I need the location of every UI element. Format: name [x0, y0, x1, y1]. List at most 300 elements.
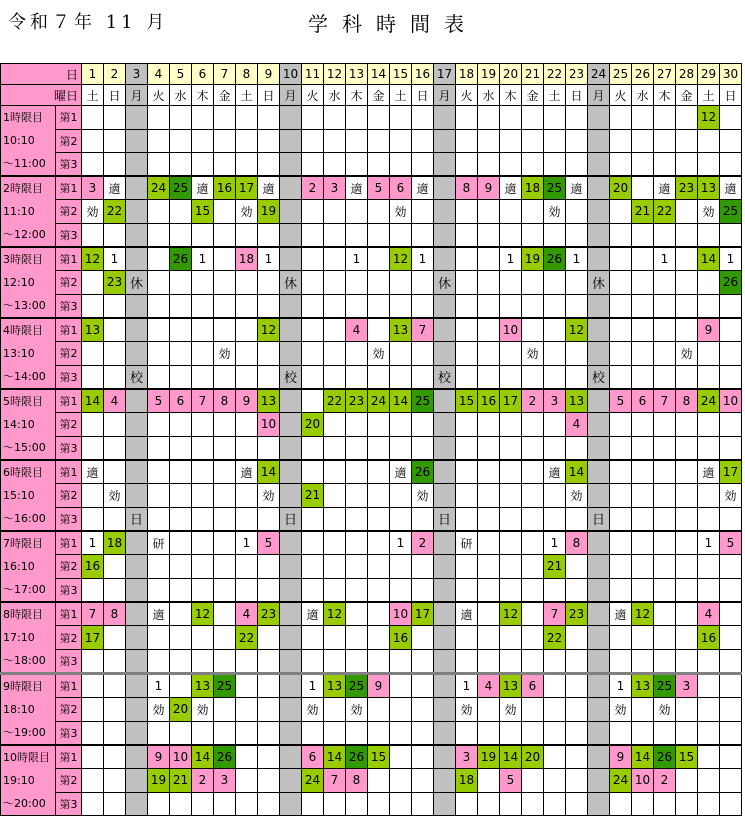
day-number: 7 [214, 64, 236, 85]
period-row [1, 484, 742, 508]
schedule-cell [566, 697, 588, 721]
period-label-line: 10時限目 [3, 751, 50, 764]
period-label-line: ～15:00 [3, 441, 46, 454]
schedule-cell [82, 436, 104, 460]
schedule-cell: 23 [104, 271, 126, 295]
schedule-cell [522, 602, 544, 626]
day-number: 28 [676, 64, 698, 85]
schedule-cell [720, 674, 742, 698]
schedule-cell [478, 365, 500, 389]
schedule-cell [566, 769, 588, 793]
period-label [1, 602, 56, 674]
schedule-cell: 26 [720, 271, 742, 295]
schedule-cell [324, 365, 346, 389]
schedule-cell [566, 626, 588, 650]
schedule-cell: 12 [390, 247, 412, 271]
schedule-cell [654, 436, 676, 460]
schedule-cell: 16 [698, 626, 720, 650]
schedule-cell [522, 531, 544, 555]
schedule-cell [368, 721, 390, 745]
schedule-cell [104, 365, 126, 389]
schedule-cell [82, 153, 104, 177]
holiday-cell [588, 294, 610, 318]
schedule-cell [412, 271, 434, 295]
schedule-cell [82, 271, 104, 295]
schedule-cell [104, 436, 126, 460]
schedule-cell [148, 318, 170, 342]
schedule-cell [170, 578, 192, 602]
holiday-cell [280, 531, 302, 555]
holiday-cell [126, 555, 148, 579]
schedule-cell [632, 106, 654, 130]
schedule-cell [236, 721, 258, 745]
header-row-days [1, 64, 742, 85]
schedule-cell: 13 [82, 318, 104, 342]
schedule-cell [500, 129, 522, 153]
schedule-cell [566, 578, 588, 602]
holiday-cell [126, 602, 148, 626]
schedule-cell [302, 365, 324, 389]
schedule-cell: 23 [676, 176, 698, 200]
schedule-cell [632, 365, 654, 389]
schedule-cell [82, 413, 104, 437]
schedule-cell: 18 [522, 176, 544, 200]
schedule-cell [500, 153, 522, 177]
day-number: 1 [82, 64, 104, 85]
day-number: 6 [192, 64, 214, 85]
schedule-cell: 適 [346, 176, 368, 200]
schedule-cell: 効 [412, 484, 434, 508]
schedule-cell [522, 721, 544, 745]
weekday: 木 [500, 85, 522, 106]
schedule-cell [456, 223, 478, 247]
schedule-cell [170, 294, 192, 318]
schedule-cell: 5 [500, 769, 522, 793]
schedule-cell [500, 294, 522, 318]
koma-label: 第3 [56, 650, 82, 674]
schedule-cell: 10 [258, 413, 280, 437]
schedule-cell [258, 792, 280, 816]
schedule-cell [698, 769, 720, 793]
schedule-cell [390, 153, 412, 177]
schedule-cell: 効 [544, 200, 566, 224]
schedule-cell [368, 365, 390, 389]
schedule-cell [302, 531, 324, 555]
schedule-cell [390, 106, 412, 130]
schedule-cell [148, 413, 170, 437]
period-row [1, 555, 742, 579]
schedule-cell [478, 484, 500, 508]
schedule-cell: 13 [632, 674, 654, 698]
holiday-cell [434, 602, 456, 626]
schedule-cell: 26 [214, 745, 236, 769]
schedule-cell [654, 129, 676, 153]
holiday-cell [126, 318, 148, 342]
schedule-cell [456, 413, 478, 437]
holiday-cell [588, 650, 610, 674]
schedule-cell: 26 [654, 745, 676, 769]
schedule-cell [654, 413, 676, 437]
schedule-cell [104, 745, 126, 769]
schedule-cell [346, 106, 368, 130]
schedule-cell: 適 [456, 602, 478, 626]
koma-label: 第3 [56, 223, 82, 247]
schedule-cell [390, 342, 412, 366]
schedule-cell [610, 626, 632, 650]
schedule-cell [412, 650, 434, 674]
period-label-line: 12:10 [3, 276, 35, 289]
schedule-cell [390, 650, 412, 674]
schedule-cell [390, 697, 412, 721]
schedule-cell [236, 318, 258, 342]
period-label-line: 18:10 [3, 703, 35, 716]
schedule-cell: 16 [390, 626, 412, 650]
schedule-cell: 1 [104, 247, 126, 271]
schedule-cell: 効 [522, 342, 544, 366]
schedule-cell [456, 555, 478, 579]
schedule-cell [566, 507, 588, 531]
holiday-cell [280, 650, 302, 674]
weekday: 月 [126, 85, 148, 106]
period-label-line: ～18:00 [3, 654, 46, 667]
schedule-cell: 20 [522, 745, 544, 769]
schedule-cell [500, 106, 522, 130]
schedule-cell: 17 [82, 626, 104, 650]
schedule-cell [654, 578, 676, 602]
schedule-cell: 適 [610, 602, 632, 626]
schedule-cell: 9 [148, 745, 170, 769]
schedule-cell [324, 507, 346, 531]
schedule-cell [192, 223, 214, 247]
schedule-cell [390, 555, 412, 579]
holiday-cell [434, 389, 456, 413]
schedule-cell [676, 106, 698, 130]
day-number: 16 [412, 64, 434, 85]
weekday: 月 [434, 85, 456, 106]
schedule-cell [148, 365, 170, 389]
schedule-cell [214, 484, 236, 508]
schedule-cell: 5 [368, 176, 390, 200]
schedule-cell [346, 129, 368, 153]
schedule-cell [654, 271, 676, 295]
day-number: 20 [500, 64, 522, 85]
schedule-cell [214, 650, 236, 674]
holiday-cell [434, 460, 456, 484]
schedule-cell [676, 792, 698, 816]
schedule-cell [324, 531, 346, 555]
schedule-cell [544, 650, 566, 674]
schedule-cell [214, 200, 236, 224]
schedule-cell [632, 650, 654, 674]
schedule-cell [412, 745, 434, 769]
schedule-cell: 4 [698, 602, 720, 626]
schedule-cell [214, 460, 236, 484]
schedule-cell: 12 [698, 106, 720, 130]
weekday: 水 [170, 85, 192, 106]
weekday: 火 [148, 85, 170, 106]
holiday-cell [588, 674, 610, 698]
schedule-cell: 25 [214, 674, 236, 698]
period-label-line: 2時限目 [3, 182, 43, 195]
schedule-cell: 4 [566, 413, 588, 437]
holiday-cell [588, 460, 610, 484]
schedule-cell [82, 507, 104, 531]
schedule-cell [170, 484, 192, 508]
schedule-cell: 18 [236, 247, 258, 271]
holiday-cell [588, 555, 610, 579]
day-number: 18 [456, 64, 478, 85]
schedule-cell: 22 [104, 200, 126, 224]
schedule-cell [698, 697, 720, 721]
schedule-cell: 1 [258, 247, 280, 271]
holiday-cell [588, 318, 610, 342]
schedule-cell: 26 [170, 247, 192, 271]
schedule-cell: 20 [610, 176, 632, 200]
schedule-cell: 8 [346, 769, 368, 793]
schedule-cell [500, 650, 522, 674]
schedule-cell [632, 223, 654, 247]
schedule-cell [478, 413, 500, 437]
schedule-cell: 13 [324, 674, 346, 698]
schedule-cell: 10 [390, 602, 412, 626]
schedule-cell [610, 460, 632, 484]
koma-label: 第1 [56, 176, 82, 200]
schedule-cell [324, 200, 346, 224]
schedule-cell [720, 697, 742, 721]
schedule-cell [676, 318, 698, 342]
schedule-cell [346, 484, 368, 508]
period-label [1, 247, 56, 318]
schedule-cell [82, 365, 104, 389]
schedule-cell [170, 674, 192, 698]
schedule-cell: 適 [148, 602, 170, 626]
schedule-cell [676, 555, 698, 579]
schedule-cell [302, 294, 324, 318]
schedule-cell [412, 294, 434, 318]
schedule-cell [566, 555, 588, 579]
holiday-cell [126, 650, 148, 674]
schedule-cell: 25 [544, 176, 566, 200]
schedule-cell [390, 769, 412, 793]
schedule-cell [544, 153, 566, 177]
koma-label: 第1 [56, 318, 82, 342]
schedule-cell [412, 507, 434, 531]
schedule-cell [302, 247, 324, 271]
schedule-cell [698, 413, 720, 437]
holiday-cell [280, 342, 302, 366]
schedule-cell [522, 555, 544, 579]
schedule-cell [368, 769, 390, 793]
period-row [1, 745, 742, 769]
holiday-cell [126, 247, 148, 271]
schedule-cell [170, 200, 192, 224]
schedule-cell: 26 [412, 460, 434, 484]
schedule-cell [522, 318, 544, 342]
schedule-cell [522, 223, 544, 247]
schedule-cell [302, 555, 324, 579]
day-number: 5 [170, 64, 192, 85]
schedule-cell [698, 507, 720, 531]
schedule-cell [148, 247, 170, 271]
holiday-cell [126, 745, 148, 769]
schedule-cell: 3 [456, 745, 478, 769]
schedule-cell [390, 745, 412, 769]
schedule-cell: 9 [478, 176, 500, 200]
schedule-cell [368, 507, 390, 531]
holiday-cell [588, 484, 610, 508]
schedule-cell [170, 153, 192, 177]
schedule-cell: 適 [104, 176, 126, 200]
holiday-cell [588, 342, 610, 366]
schedule-cell [368, 223, 390, 247]
schedule-cell [500, 271, 522, 295]
schedule-cell: 3 [214, 769, 236, 793]
schedule-cell [412, 153, 434, 177]
schedule-cell: 12 [566, 318, 588, 342]
schedule-cell [192, 484, 214, 508]
schedule-cell [170, 792, 192, 816]
koma-label: 第1 [56, 460, 82, 484]
schedule-cell: 効 [214, 342, 236, 366]
schedule-cell [302, 129, 324, 153]
schedule-cell [324, 650, 346, 674]
schedule-cell [522, 626, 544, 650]
schedule-cell [610, 318, 632, 342]
schedule-cell [632, 342, 654, 366]
schedule-cell: 23 [258, 602, 280, 626]
schedule-cell [456, 507, 478, 531]
schedule-cell [236, 365, 258, 389]
weekday: 日 [258, 85, 280, 106]
holiday-cell [588, 436, 610, 460]
schedule-cell [610, 153, 632, 177]
schedule-cell [632, 578, 654, 602]
holiday-cell [434, 413, 456, 437]
schedule-cell [720, 578, 742, 602]
schedule-cell: 適 [654, 176, 676, 200]
schedule-cell [170, 223, 192, 247]
holiday-cell [126, 626, 148, 650]
schedule-cell [610, 792, 632, 816]
schedule-cell [192, 106, 214, 130]
koma-label: 第1 [56, 531, 82, 555]
schedule-cell: 効 [82, 200, 104, 224]
schedule-cell [236, 578, 258, 602]
schedule-cell: 26 [544, 247, 566, 271]
period-label-line: 11:10 [3, 205, 35, 218]
schedule-cell [676, 721, 698, 745]
period-row [1, 247, 742, 271]
weekday: 金 [522, 85, 544, 106]
schedule-cell: 9 [698, 318, 720, 342]
schedule-cell: 4 [346, 318, 368, 342]
schedule-cell: 適 [390, 460, 412, 484]
schedule-cell: 15 [676, 745, 698, 769]
schedule-cell [192, 460, 214, 484]
schedule-cell [302, 721, 324, 745]
timetable [0, 63, 742, 816]
schedule-cell [720, 626, 742, 650]
holiday-cell [126, 106, 148, 130]
schedule-cell [676, 294, 698, 318]
schedule-cell: 8 [676, 389, 698, 413]
day-number: 2 [104, 64, 126, 85]
schedule-cell: 18 [456, 769, 478, 793]
schedule-cell [456, 153, 478, 177]
period-row [1, 365, 742, 389]
schedule-cell [478, 769, 500, 793]
schedule-cell [500, 578, 522, 602]
day-number: 10 [280, 64, 302, 85]
weekday: 金 [368, 85, 390, 106]
schedule-cell: 7 [324, 769, 346, 793]
schedule-cell [390, 674, 412, 698]
schedule-cell [456, 200, 478, 224]
schedule-cell [214, 697, 236, 721]
holiday-cell [280, 129, 302, 153]
schedule-cell: 適 [236, 460, 258, 484]
schedule-cell [104, 555, 126, 579]
schedule-cell [390, 436, 412, 460]
schedule-cell [544, 769, 566, 793]
schedule-cell [104, 674, 126, 698]
schedule-cell [478, 200, 500, 224]
schedule-cell: 9 [610, 745, 632, 769]
schedule-cell [346, 413, 368, 437]
schedule-cell [522, 650, 544, 674]
schedule-cell [698, 153, 720, 177]
period-label-line: 8時限目 [3, 608, 43, 621]
schedule-cell [720, 365, 742, 389]
period-row [1, 223, 742, 247]
schedule-cell [522, 507, 544, 531]
schedule-cell: 25 [346, 674, 368, 698]
weekday-header-label: 曜日 [1, 85, 82, 106]
schedule-cell [544, 294, 566, 318]
schedule-cell [104, 721, 126, 745]
schedule-cell [258, 555, 280, 579]
schedule-cell: 効 [368, 342, 390, 366]
schedule-cell: 1 [390, 531, 412, 555]
period-label-line: ～20:00 [3, 797, 46, 810]
schedule-cell [544, 271, 566, 295]
schedule-cell [236, 674, 258, 698]
schedule-cell [104, 129, 126, 153]
schedule-cell [258, 153, 280, 177]
day-number: 25 [610, 64, 632, 85]
holiday-cell: 校 [434, 365, 456, 389]
schedule-cell [456, 484, 478, 508]
schedule-cell [104, 342, 126, 366]
koma-label: 第1 [56, 674, 82, 698]
schedule-cell [632, 555, 654, 579]
schedule-cell [412, 342, 434, 366]
schedule-cell: 14 [698, 247, 720, 271]
schedule-cell [390, 484, 412, 508]
schedule-cell [82, 745, 104, 769]
schedule-cell [566, 153, 588, 177]
holiday-cell [280, 626, 302, 650]
holiday-cell: 休 [588, 271, 610, 295]
schedule-cell: 10 [500, 318, 522, 342]
day-number: 9 [258, 64, 280, 85]
schedule-cell [192, 153, 214, 177]
schedule-cell [82, 697, 104, 721]
koma-label: 第3 [56, 153, 82, 177]
period-label-line: ～17:00 [3, 583, 46, 596]
schedule-cell [346, 792, 368, 816]
schedule-cell [170, 507, 192, 531]
